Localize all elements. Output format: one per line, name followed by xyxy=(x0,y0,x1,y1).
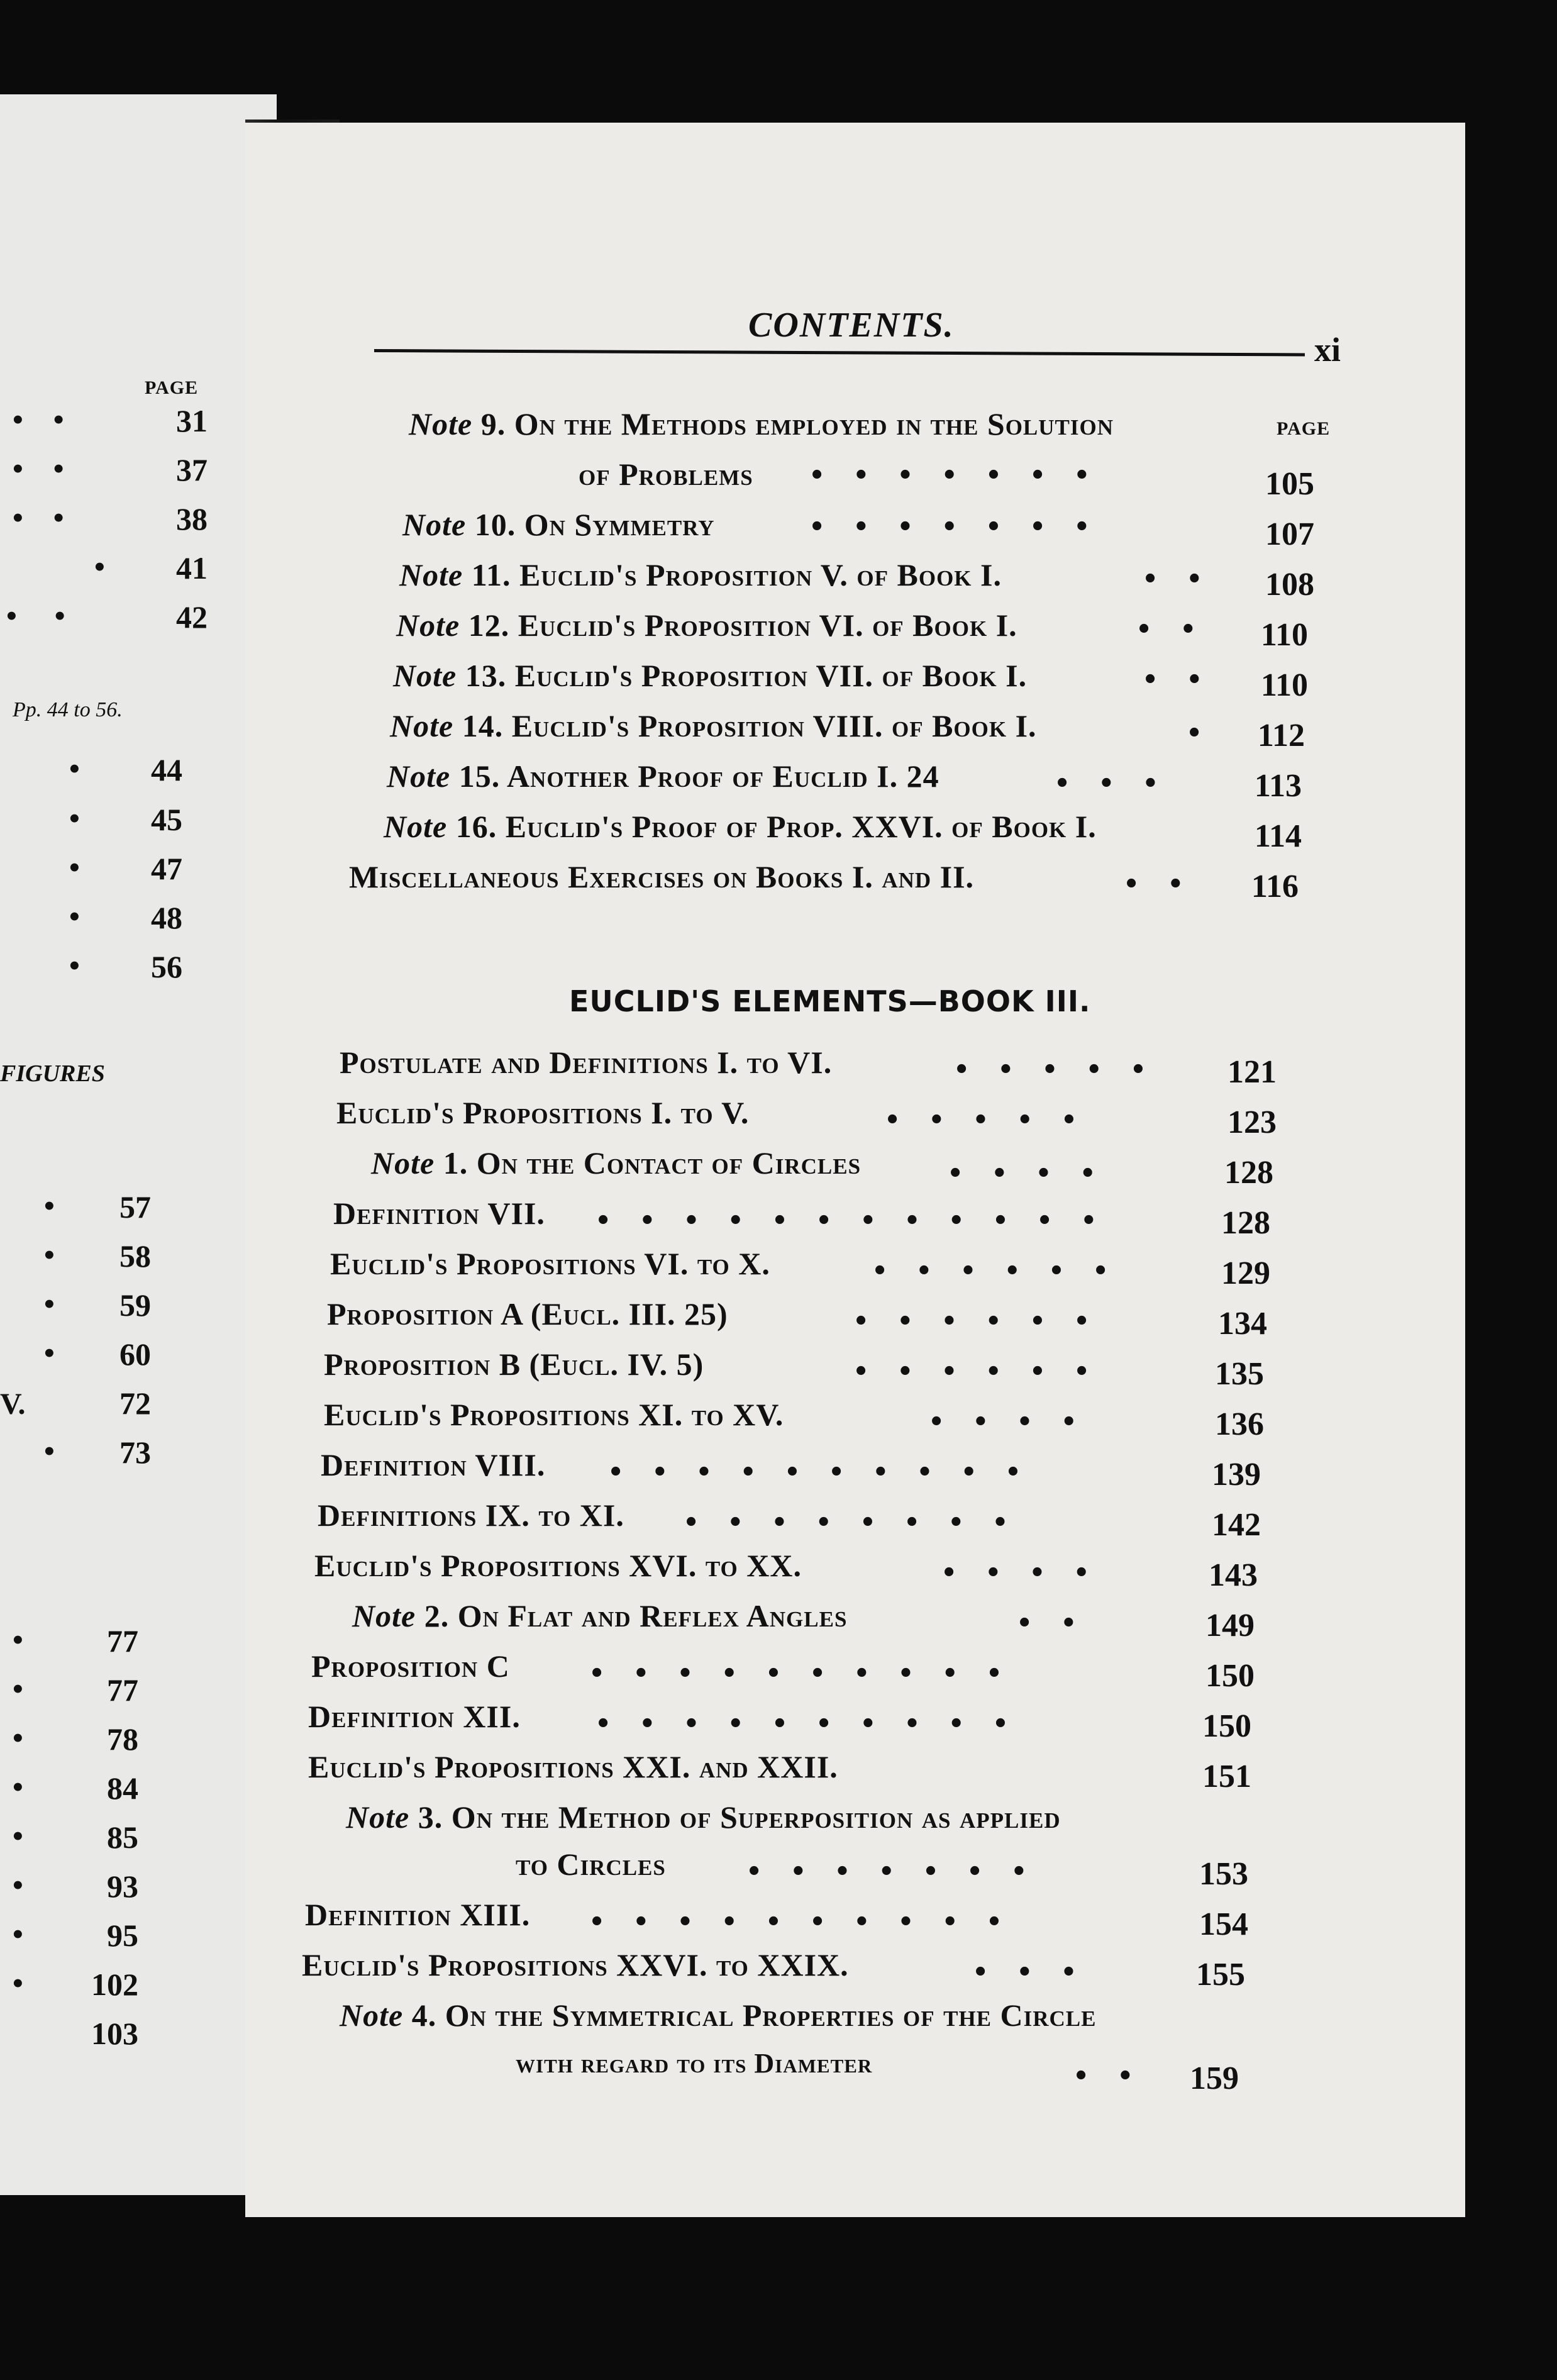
left-page-leader-dots: • xyxy=(44,1238,55,1272)
toc-page-number: 128 xyxy=(1224,1155,1273,1191)
toc-page-number: 110 xyxy=(1260,617,1308,653)
toc-page-number: 112 xyxy=(1257,718,1305,753)
left-page-fragment xyxy=(0,94,277,2195)
note-label: Note xyxy=(396,608,460,643)
toc-entry xyxy=(399,557,1002,593)
toc-entry-text: Definition XIII. xyxy=(305,1897,531,1932)
toc-entry-text: Euclid's Propositions XXI. and XXII. xyxy=(308,1749,838,1784)
toc-entry-text: 11. Euclid's Proposition V. of Book I. xyxy=(471,557,1002,592)
toc-entry xyxy=(302,1947,849,1983)
leader-dots: •••••••••• xyxy=(591,1903,1033,1939)
toc-page-number: 110 xyxy=(1260,667,1308,703)
toc-page-number: 135 xyxy=(1215,1356,1264,1392)
left-page-number: 60 xyxy=(119,1337,151,1372)
note-label: Note xyxy=(340,1998,404,2033)
leader-dots: ••••••• xyxy=(811,508,1121,544)
toc-entry-text: 2. On Flat and Reflex Angles xyxy=(424,1598,848,1633)
toc-entry-text: Definition XII. xyxy=(308,1699,521,1734)
toc-entry-text: 14. Euclid's Proposition VIII. of Book I. xyxy=(462,708,1037,743)
toc-page-number: 153 xyxy=(1199,1856,1248,1892)
toc-entry xyxy=(311,1648,510,1684)
leader-dots: ••••••• xyxy=(811,457,1121,492)
toc-entry-text: 12. Euclid's Proposition VI. of Book I. xyxy=(468,608,1017,643)
leader-dots: •••••••• xyxy=(685,1504,1039,1540)
toc-page-number: 105 xyxy=(1265,466,1314,502)
left-page-number: 59 xyxy=(119,1287,151,1323)
toc-page-number: 154 xyxy=(1199,1906,1248,1942)
toc-entry-text: 15. Another Proof of Euclid I. 24 xyxy=(458,759,939,794)
leader-dots: •• xyxy=(1144,661,1233,697)
toc-entry xyxy=(340,1997,1097,2033)
leader-dots: ••••• xyxy=(956,1051,1177,1087)
page-title: CONTENTS. xyxy=(748,306,955,345)
toc-page-number: 155 xyxy=(1196,1957,1245,1993)
toc-entry-text: Euclid's Propositions VI. to X. xyxy=(330,1246,770,1281)
toc-entry-text: Definition VII. xyxy=(333,1196,545,1231)
toc-page-number: 136 xyxy=(1215,1406,1264,1442)
toc-page-number: 150 xyxy=(1205,1658,1255,1694)
toc-entry xyxy=(327,1296,728,1332)
toc-entry-text: 16. Euclid's Proof of Prop. XXVI. of Book I. xyxy=(455,809,1097,844)
toc-entry-text: Miscellaneous Exercises on Books I. and II. xyxy=(349,859,975,894)
toc-entry-text: Euclid's Propositions XI. to XV. xyxy=(324,1397,784,1432)
leader-dots: •• xyxy=(1075,2057,1164,2093)
leader-dots: •••• xyxy=(943,1554,1120,1590)
leader-dots: •••••• xyxy=(855,1303,1121,1338)
left-page-number: 84 xyxy=(107,1771,138,1806)
toc-entry xyxy=(387,758,939,794)
leader-dots: •••••••••••• xyxy=(597,1202,1128,1238)
leader-dots: •••••• xyxy=(874,1252,1139,1288)
left-page-section-label: FIGURES xyxy=(0,1060,105,1087)
leader-dots: • xyxy=(1189,715,1233,750)
toc-page-number: 107 xyxy=(1265,516,1314,552)
toc-entry-text: 13. Euclid's Proposition VII. of Book I. xyxy=(465,658,1028,693)
left-page-number: 95 xyxy=(107,1918,138,1953)
left-page-leader-dots: • xyxy=(69,949,80,982)
toc-entry-text: Proposition B (Eucl. IV. 5) xyxy=(324,1347,704,1382)
toc-entry xyxy=(314,1547,802,1584)
left-page-number: 93 xyxy=(107,1869,138,1904)
leader-dots: ••• xyxy=(1056,765,1189,801)
leader-dots: •• xyxy=(1126,865,1214,901)
toc-entry xyxy=(333,1195,545,1232)
toc-entry-continuation: with regard to its Diameter xyxy=(516,2048,873,2079)
leader-dots: •••••• xyxy=(855,1353,1121,1389)
left-page-leader-dots: • xyxy=(69,900,80,933)
note-label: Note xyxy=(352,1598,416,1633)
left-page-number: 85 xyxy=(107,1820,138,1855)
page-number: xi xyxy=(1314,331,1341,369)
note-label: Note xyxy=(346,1799,410,1835)
toc-entry-text: Definition VIII. xyxy=(321,1447,546,1482)
left-page-leader-dots: • xyxy=(44,1435,55,1468)
left-page-number: 77 xyxy=(107,1623,138,1659)
leader-dots: •••• xyxy=(931,1403,1107,1439)
left-page-number: 44 xyxy=(151,752,182,787)
toc-entry xyxy=(324,1346,704,1382)
left-page-leader-dots: • • xyxy=(13,403,64,437)
toc-page-number: 151 xyxy=(1202,1759,1251,1794)
left-page-leader-dots: • xyxy=(13,1967,23,2000)
toc-entry xyxy=(308,1749,838,1785)
toc-entry xyxy=(352,1598,847,1634)
leader-dots: •• xyxy=(1138,611,1227,647)
left-page-leader-dots: • xyxy=(69,851,80,884)
toc-page-number: 142 xyxy=(1212,1507,1261,1543)
left-page-number: 103 xyxy=(91,2016,138,2051)
left-page-number: 58 xyxy=(119,1238,151,1274)
left-page-number: 72 xyxy=(119,1386,151,1421)
toc-entry xyxy=(321,1447,545,1483)
left-page-fragment-text: V. xyxy=(0,1387,26,1421)
left-page-leader-dots: • xyxy=(69,802,80,835)
toc-entry xyxy=(305,1896,530,1933)
section-heading: EUCLID'S ELEMENTS—BOOK III. xyxy=(569,984,1091,1018)
toc-entry-continuation: of Problems xyxy=(579,457,753,492)
leader-dots: •••••••••• xyxy=(597,1705,1039,1741)
header-rule xyxy=(374,349,1305,356)
toc-page-number: 128 xyxy=(1221,1205,1270,1241)
note-label: Note xyxy=(402,507,467,542)
left-page-number: 42 xyxy=(176,599,208,635)
toc-page-number: 121 xyxy=(1227,1054,1277,1090)
toc-page-number: 116 xyxy=(1251,869,1299,904)
left-page-leader-dots: • xyxy=(13,1721,23,1755)
left-page-number: 45 xyxy=(151,802,182,837)
toc-page-number: 108 xyxy=(1265,567,1314,603)
left-page-range-label: Pp. 44 to 56. xyxy=(13,698,123,721)
toc-entry-text: 4. On the Symmetrical Properties of the Circle xyxy=(411,1998,1097,2033)
left-page-number: 57 xyxy=(119,1189,151,1225)
toc-page-number: 129 xyxy=(1221,1255,1270,1291)
left-page-leader-dots: • • xyxy=(6,599,65,633)
toc-page-number: 150 xyxy=(1202,1708,1251,1744)
leader-dots: •••••••••• xyxy=(591,1655,1033,1691)
toc-entry-text: Euclid's Propositions I. to V. xyxy=(336,1095,750,1130)
toc-page-number: 114 xyxy=(1254,818,1302,854)
left-page-leader-dots: • xyxy=(13,1869,23,1902)
left-page-number: 102 xyxy=(91,1967,138,2002)
toc-entry-text: Postulate and Definitions I. to VI. xyxy=(340,1045,833,1080)
toc-entry-text: Euclid's Propositions XVI. to XX. xyxy=(314,1548,802,1583)
leader-dots: ••••• xyxy=(887,1101,1108,1137)
toc-entry xyxy=(371,1145,861,1181)
left-page-leader-dots: • xyxy=(44,1189,55,1223)
note-label: Note xyxy=(384,809,448,844)
left-page-leader-dots: • xyxy=(13,1771,23,1804)
toc-entry-text: 3. On the Method of Superposition as applied xyxy=(418,1799,1061,1835)
leader-dots: •••• xyxy=(950,1155,1126,1191)
toc-entry xyxy=(390,708,1037,744)
toc-entry xyxy=(340,1044,832,1081)
left-page-number: 48 xyxy=(151,900,182,935)
toc-entry-text: Euclid's Propositions XXVI. to XXIX. xyxy=(302,1947,849,1982)
toc-entry xyxy=(402,506,715,543)
left-page-number: 41 xyxy=(176,550,208,586)
left-page-leader-dots: • xyxy=(69,752,80,786)
toc-entry xyxy=(346,1799,1061,1835)
note-label: Note xyxy=(393,658,457,693)
toc-entry xyxy=(324,1396,784,1433)
left-page-leader-dots: • xyxy=(13,1820,23,1853)
toc-entry-text: Definitions IX. to XI. xyxy=(318,1498,624,1533)
note-label: Note xyxy=(399,557,463,592)
left-page-leader-dots: • xyxy=(94,550,105,584)
toc-entry xyxy=(336,1094,749,1131)
toc-entry xyxy=(330,1245,770,1282)
left-page-column-label: PAGE xyxy=(145,377,199,398)
contents-page xyxy=(245,123,1465,2217)
left-page-number: 47 xyxy=(151,851,182,886)
toc-page-number: 159 xyxy=(1190,2060,1239,2096)
left-page-number: 78 xyxy=(107,1721,138,1757)
left-page-number: 31 xyxy=(176,403,208,438)
leader-dots: •• xyxy=(1144,560,1233,596)
left-page-leader-dots: • xyxy=(44,1287,55,1321)
toc-page-number: 113 xyxy=(1254,768,1302,804)
left-page-number: 77 xyxy=(107,1672,138,1708)
page-column-label: PAGE xyxy=(1277,418,1331,439)
toc-page-number: 123 xyxy=(1227,1104,1277,1140)
leader-dots: •••••••••• xyxy=(610,1454,1052,1489)
note-label: Note xyxy=(387,759,451,794)
toc-entry-continuation: to Circles xyxy=(516,1847,666,1882)
toc-entry-text: 10. On Symmetry xyxy=(474,507,715,542)
leader-dots: ••••••• xyxy=(748,1853,1058,1889)
note-label: Note xyxy=(390,708,454,743)
leader-dots: ••• xyxy=(975,1954,1107,1989)
toc-entry xyxy=(384,808,1097,845)
toc-page-number: 149 xyxy=(1205,1608,1255,1643)
leader-dots: •• xyxy=(1019,1604,1107,1640)
left-page-number: 38 xyxy=(176,501,208,537)
toc-entry xyxy=(349,859,974,895)
toc-page-number: 143 xyxy=(1209,1557,1258,1593)
toc-entry-text: Proposition C xyxy=(311,1649,510,1684)
left-page-number: 56 xyxy=(151,949,182,984)
toc-entry xyxy=(308,1698,521,1735)
left-page-number: 73 xyxy=(119,1435,151,1470)
toc-entry xyxy=(396,607,1017,643)
toc-entry xyxy=(409,406,1114,442)
left-page-leader-dots: • xyxy=(13,1623,23,1657)
left-page-leader-dots: • xyxy=(13,1918,23,1951)
toc-page-number: 139 xyxy=(1212,1457,1261,1493)
left-page-leader-dots: • • xyxy=(13,501,64,535)
toc-page-number: 134 xyxy=(1218,1306,1267,1342)
toc-entry-text: Proposition A (Eucl. III. 25) xyxy=(327,1296,728,1332)
left-page-leader-dots: • xyxy=(44,1337,55,1370)
toc-entry-text: 1. On the Contact of Circles xyxy=(443,1145,862,1181)
toc-entry xyxy=(318,1497,624,1533)
toc-entry xyxy=(393,657,1027,694)
left-page-leader-dots: • • xyxy=(13,452,64,486)
note-label: Note xyxy=(371,1145,435,1181)
toc-entry-text: 9. On the Methods employed in the Solution xyxy=(480,406,1114,442)
note-label: Note xyxy=(409,406,473,442)
left-page-number: 37 xyxy=(176,452,208,487)
left-page-leader-dots: • xyxy=(13,1672,23,1706)
